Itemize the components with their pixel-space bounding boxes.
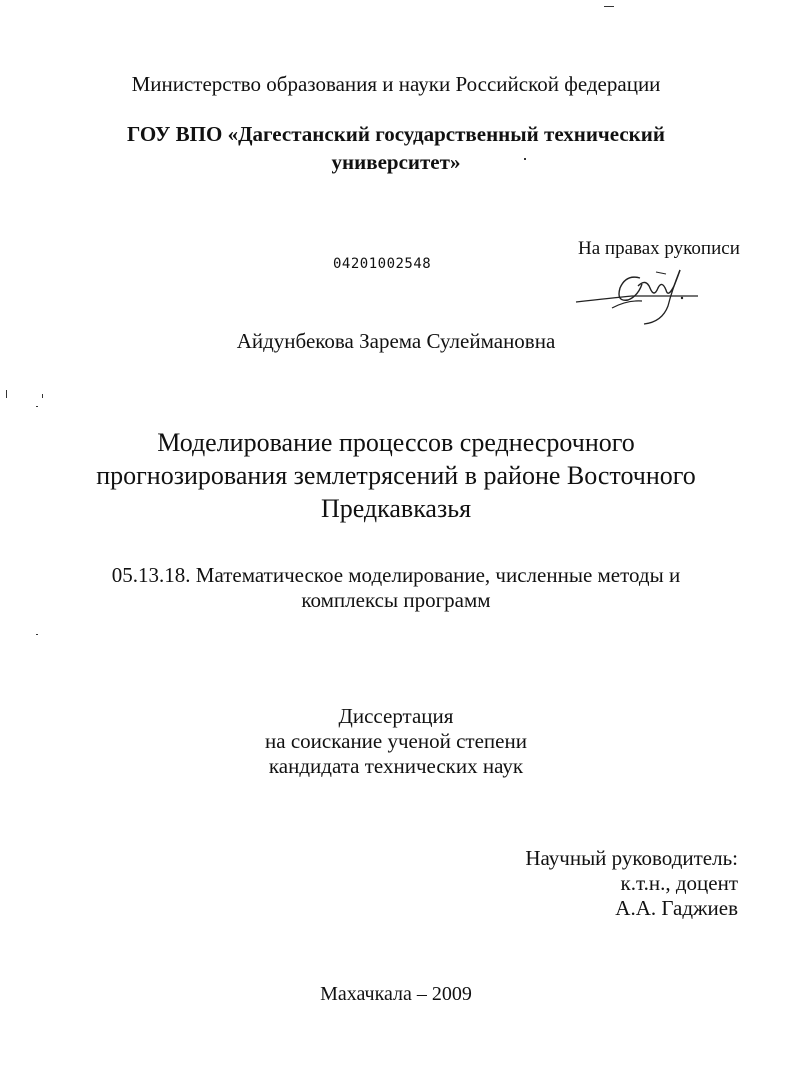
supervisor-rank: к.т.н., доцент bbox=[620, 871, 738, 895]
supervisor-name: А.А. Гаджиев bbox=[615, 896, 738, 920]
supervisor-block bbox=[525, 846, 738, 921]
supervisor-label: Научный руководитель: bbox=[525, 846, 738, 870]
thesis-title-line-2: прогнозирования землетрясений в районе Восточного bbox=[96, 461, 696, 490]
registration-number: 04201002548 bbox=[333, 256, 432, 272]
author-name: Айдунбекова Зарема Сулеймановна bbox=[236, 329, 556, 353]
university-line-1: ГОУ ВПО «Дагестанский государственный технический bbox=[127, 122, 665, 146]
rights-note: На правах рукописи bbox=[578, 238, 740, 259]
specialty bbox=[0, 563, 792, 613]
degree-line-3: кандидата технических наук bbox=[268, 754, 524, 778]
scan-speck bbox=[42, 394, 43, 398]
university-line-2: университет» bbox=[331, 150, 461, 174]
thesis-title-line-1: Моделирование процессов среднесрочного bbox=[157, 428, 635, 457]
university-name bbox=[0, 120, 792, 176]
city-year: Махачкала – 2009 bbox=[320, 983, 472, 1005]
scan-speck bbox=[6, 390, 7, 398]
specialty-line-1: 05.13.18. Математическое моделирование, численные методы и bbox=[111, 563, 681, 587]
thesis-title bbox=[0, 426, 792, 525]
degree-line-2: на соискание ученой степени bbox=[265, 729, 527, 753]
degree-line-1: Диссертация bbox=[338, 704, 454, 728]
ministry-name: Министерство образования и науки Российской федерации bbox=[131, 72, 661, 96]
scan-speck bbox=[36, 634, 38, 635]
scan-speck bbox=[36, 406, 38, 407]
scan-speck bbox=[604, 6, 614, 7]
scan-speck bbox=[524, 158, 526, 160]
specialty-line-2: комплексы программ bbox=[301, 588, 491, 612]
thesis-title-line-3: Предкавказья bbox=[320, 494, 472, 523]
handwritten-signature bbox=[572, 262, 702, 326]
degree-statement bbox=[0, 704, 792, 779]
